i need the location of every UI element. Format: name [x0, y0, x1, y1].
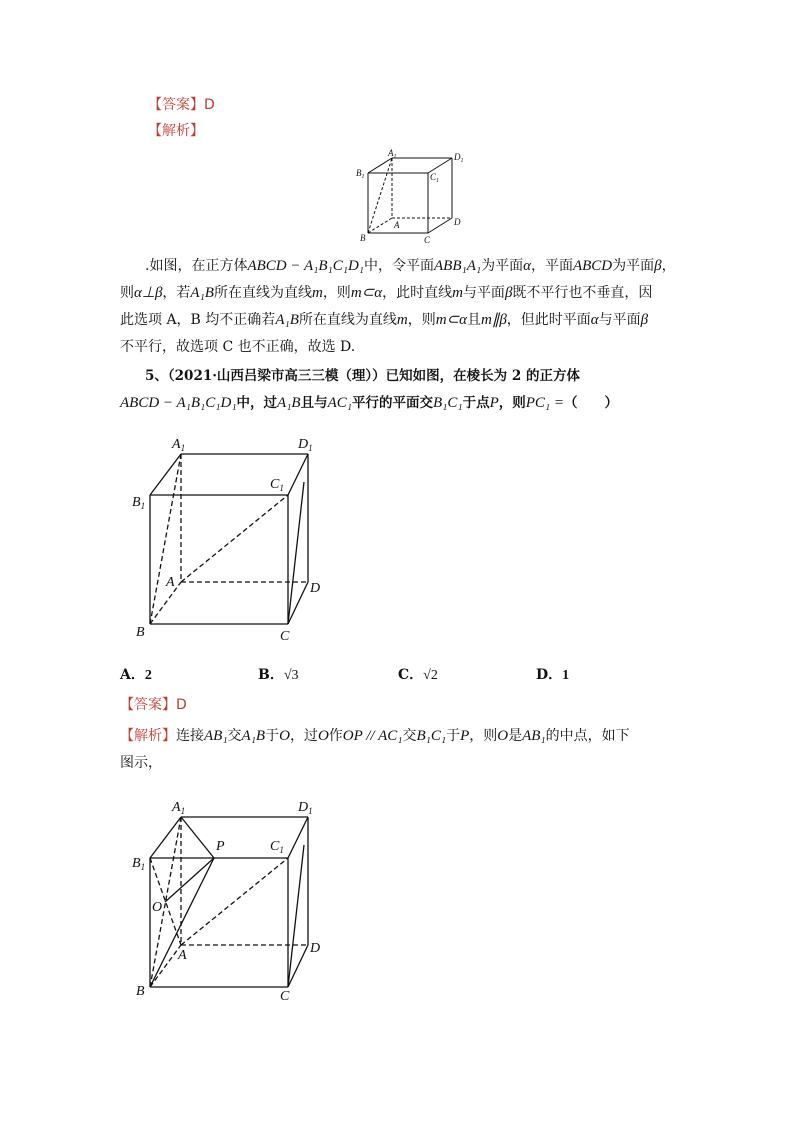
q4-label-c1: $C_1$	[430, 172, 440, 184]
label-b: B	[136, 984, 145, 999]
text: 于	[265, 728, 280, 744]
edge	[288, 482, 304, 624]
math: β	[654, 258, 662, 274]
text: 所在直线为直线	[298, 312, 397, 328]
label-d: D	[310, 941, 321, 956]
math: AC₁	[327, 395, 352, 411]
q5-analysis-line2: 图示，	[120, 755, 162, 771]
text: 连接	[176, 728, 204, 744]
text: 平行的平面交	[351, 395, 433, 411]
label-o: O	[152, 900, 163, 915]
q4-answer-value: D	[204, 97, 215, 113]
math: α	[523, 258, 531, 274]
label-c1: $C_1$	[270, 477, 284, 493]
text: 作	[328, 728, 343, 744]
edge	[150, 454, 181, 495]
q5-option-c[interactable]	[398, 664, 438, 687]
q5-solution-figure	[128, 795, 338, 1010]
math: O	[497, 728, 509, 744]
text: ，则	[469, 728, 498, 744]
math: AB₁	[522, 728, 546, 744]
text: 且	[466, 312, 481, 328]
text: 则	[120, 285, 134, 301]
q4-edge	[428, 158, 452, 173]
math: A₁B	[190, 285, 214, 301]
text: 交	[402, 728, 417, 744]
math: A₁B	[275, 312, 299, 328]
math: β	[504, 285, 513, 301]
q5-stem	[120, 392, 618, 414]
text: （ ）	[564, 395, 619, 411]
text: ，则	[322, 285, 351, 301]
math: A₁B	[241, 728, 266, 744]
q4-label-a: A	[394, 220, 400, 230]
text: 于	[446, 728, 461, 744]
text: 此选项 A，B 均不正确若	[120, 312, 276, 328]
option-label: A．	[120, 667, 145, 683]
math: P	[460, 728, 470, 744]
label-d1: $D_1$	[298, 800, 313, 816]
option-label: D．	[536, 667, 563, 683]
text: 且与	[300, 395, 328, 411]
text: ，但此时平面	[506, 312, 591, 328]
text: ，若	[162, 285, 191, 301]
text: 为平面	[612, 258, 655, 274]
label-a1: $A_1$	[172, 437, 186, 453]
text: 既不平行也不垂直，因	[512, 285, 653, 301]
label-p: P	[216, 839, 225, 854]
math: m⊂α	[435, 312, 467, 328]
text: ，过	[289, 728, 318, 744]
q4-analysis-tag: 【解析】	[148, 123, 204, 139]
label-d: D	[310, 581, 321, 596]
math: m∥β	[480, 312, 507, 328]
q4-hidden-edge	[368, 218, 392, 233]
text: 所在直线为直线	[213, 285, 312, 301]
math: PC₁ =	[525, 395, 565, 411]
q5-source-line	[145, 365, 580, 387]
q5-answer-line	[120, 694, 187, 716]
label-c: C	[280, 989, 290, 1004]
math: O	[317, 728, 329, 744]
label-c1: $C_1$	[270, 839, 284, 855]
math: ABCD − A₁B₁C₁D₁	[247, 258, 364, 274]
q5-analysis-tag: 【解析】	[120, 728, 176, 744]
q5-option-a[interactable]	[120, 664, 152, 687]
line-a1p	[181, 817, 214, 858]
q4-label-d1: $D_1$	[454, 152, 464, 164]
math: m	[452, 285, 463, 301]
q4-label-c: C	[424, 235, 431, 245]
math: OP // AC₁	[342, 728, 403, 744]
label-b1: $B_1$	[132, 495, 146, 511]
math: AB₁	[204, 728, 228, 744]
text: 交	[227, 728, 242, 744]
option-value: 2	[144, 668, 152, 683]
q4-diagonal	[368, 158, 392, 233]
q5-analysis-line1	[120, 725, 630, 747]
hidden-edge	[150, 945, 181, 987]
label-a1: $A_1$	[172, 800, 186, 816]
text: ，则	[498, 395, 526, 411]
text: ，则	[407, 312, 436, 328]
q4-label-a1: $A_1$	[388, 148, 397, 160]
option-value: 1	[562, 668, 570, 683]
text: 中，令平面	[364, 258, 434, 274]
edge	[288, 845, 304, 987]
q5-number: 5、	[145, 368, 168, 384]
option-label: B．	[258, 667, 284, 683]
text: 与平面	[598, 312, 641, 328]
label-b: B	[136, 625, 145, 640]
text: 与平面	[462, 285, 505, 301]
label-a: A	[178, 948, 187, 963]
q5-source: （2021·山西吕梁市高三三模（理））已知如图，在棱长为 2 的正方体	[167, 368, 580, 384]
q4-answer-tag: 【答案】	[148, 97, 204, 113]
option-value: √3	[283, 668, 299, 683]
q4-answer-line	[148, 94, 215, 116]
math: α⊥β	[134, 285, 163, 301]
edge	[288, 817, 308, 858]
q5-option-d[interactable]	[536, 664, 569, 687]
q4-text-line3	[120, 309, 648, 331]
text: 的中点，如下	[545, 728, 630, 744]
math: ABCD − A₁B₁C₁D₁	[120, 395, 237, 411]
q4-text-line4: 不平行，故选项 C 也不正确，故选 D.	[120, 339, 356, 355]
hidden-edge	[150, 454, 181, 624]
q4-label-b: B	[360, 233, 366, 243]
math: B₁C₁	[432, 395, 463, 411]
edge	[288, 454, 308, 495]
text: 是	[508, 728, 523, 744]
math: B₁C₁	[416, 728, 447, 744]
text: 于点	[462, 395, 490, 411]
text: 中，过	[236, 395, 278, 411]
text: .如图，在正方体	[145, 258, 248, 274]
text: 为平面	[481, 258, 524, 274]
q5-answer-value: D	[176, 697, 187, 713]
option-label: C．	[398, 667, 424, 683]
diagonal-ac1	[181, 858, 288, 945]
math: m⊂α	[350, 285, 383, 301]
math: m	[311, 285, 323, 301]
math: P	[489, 395, 499, 411]
q5-answer-tag: 【答案】	[120, 697, 176, 713]
math: A₁B	[277, 395, 301, 411]
q5-option-b[interactable]	[258, 664, 299, 687]
label-a: A	[166, 575, 175, 590]
line-bp	[150, 858, 214, 987]
label-b1: $B_1$	[132, 856, 146, 872]
q4-text-line2	[120, 282, 652, 304]
q4-text-line1: .如图，在正方体ABCD − A₁B₁C₁D₁中，令平面ABB₁A₁为平面α，平面ABCD为平面β，	[145, 258, 676, 274]
math: β	[640, 312, 649, 328]
text: ，平面	[530, 258, 573, 274]
math: α	[590, 312, 599, 328]
q4-edge	[428, 218, 452, 233]
diagonal-ac1	[181, 495, 288, 582]
label-d1: $D_1$	[298, 437, 313, 453]
q4-label-b1: $B_1$	[356, 168, 365, 180]
math: m	[396, 312, 408, 328]
q4-label-d: D	[454, 217, 461, 227]
option-value: √2	[423, 668, 438, 683]
math: O	[279, 728, 290, 744]
edge	[150, 817, 181, 858]
label-c: C	[280, 629, 290, 644]
text: ，此时直线	[382, 285, 453, 301]
math: ABCD	[572, 258, 613, 274]
math: ABB₁A₁	[434, 258, 482, 274]
q5-cube-figure	[128, 432, 338, 647]
q4-cube-figure	[352, 148, 472, 248]
